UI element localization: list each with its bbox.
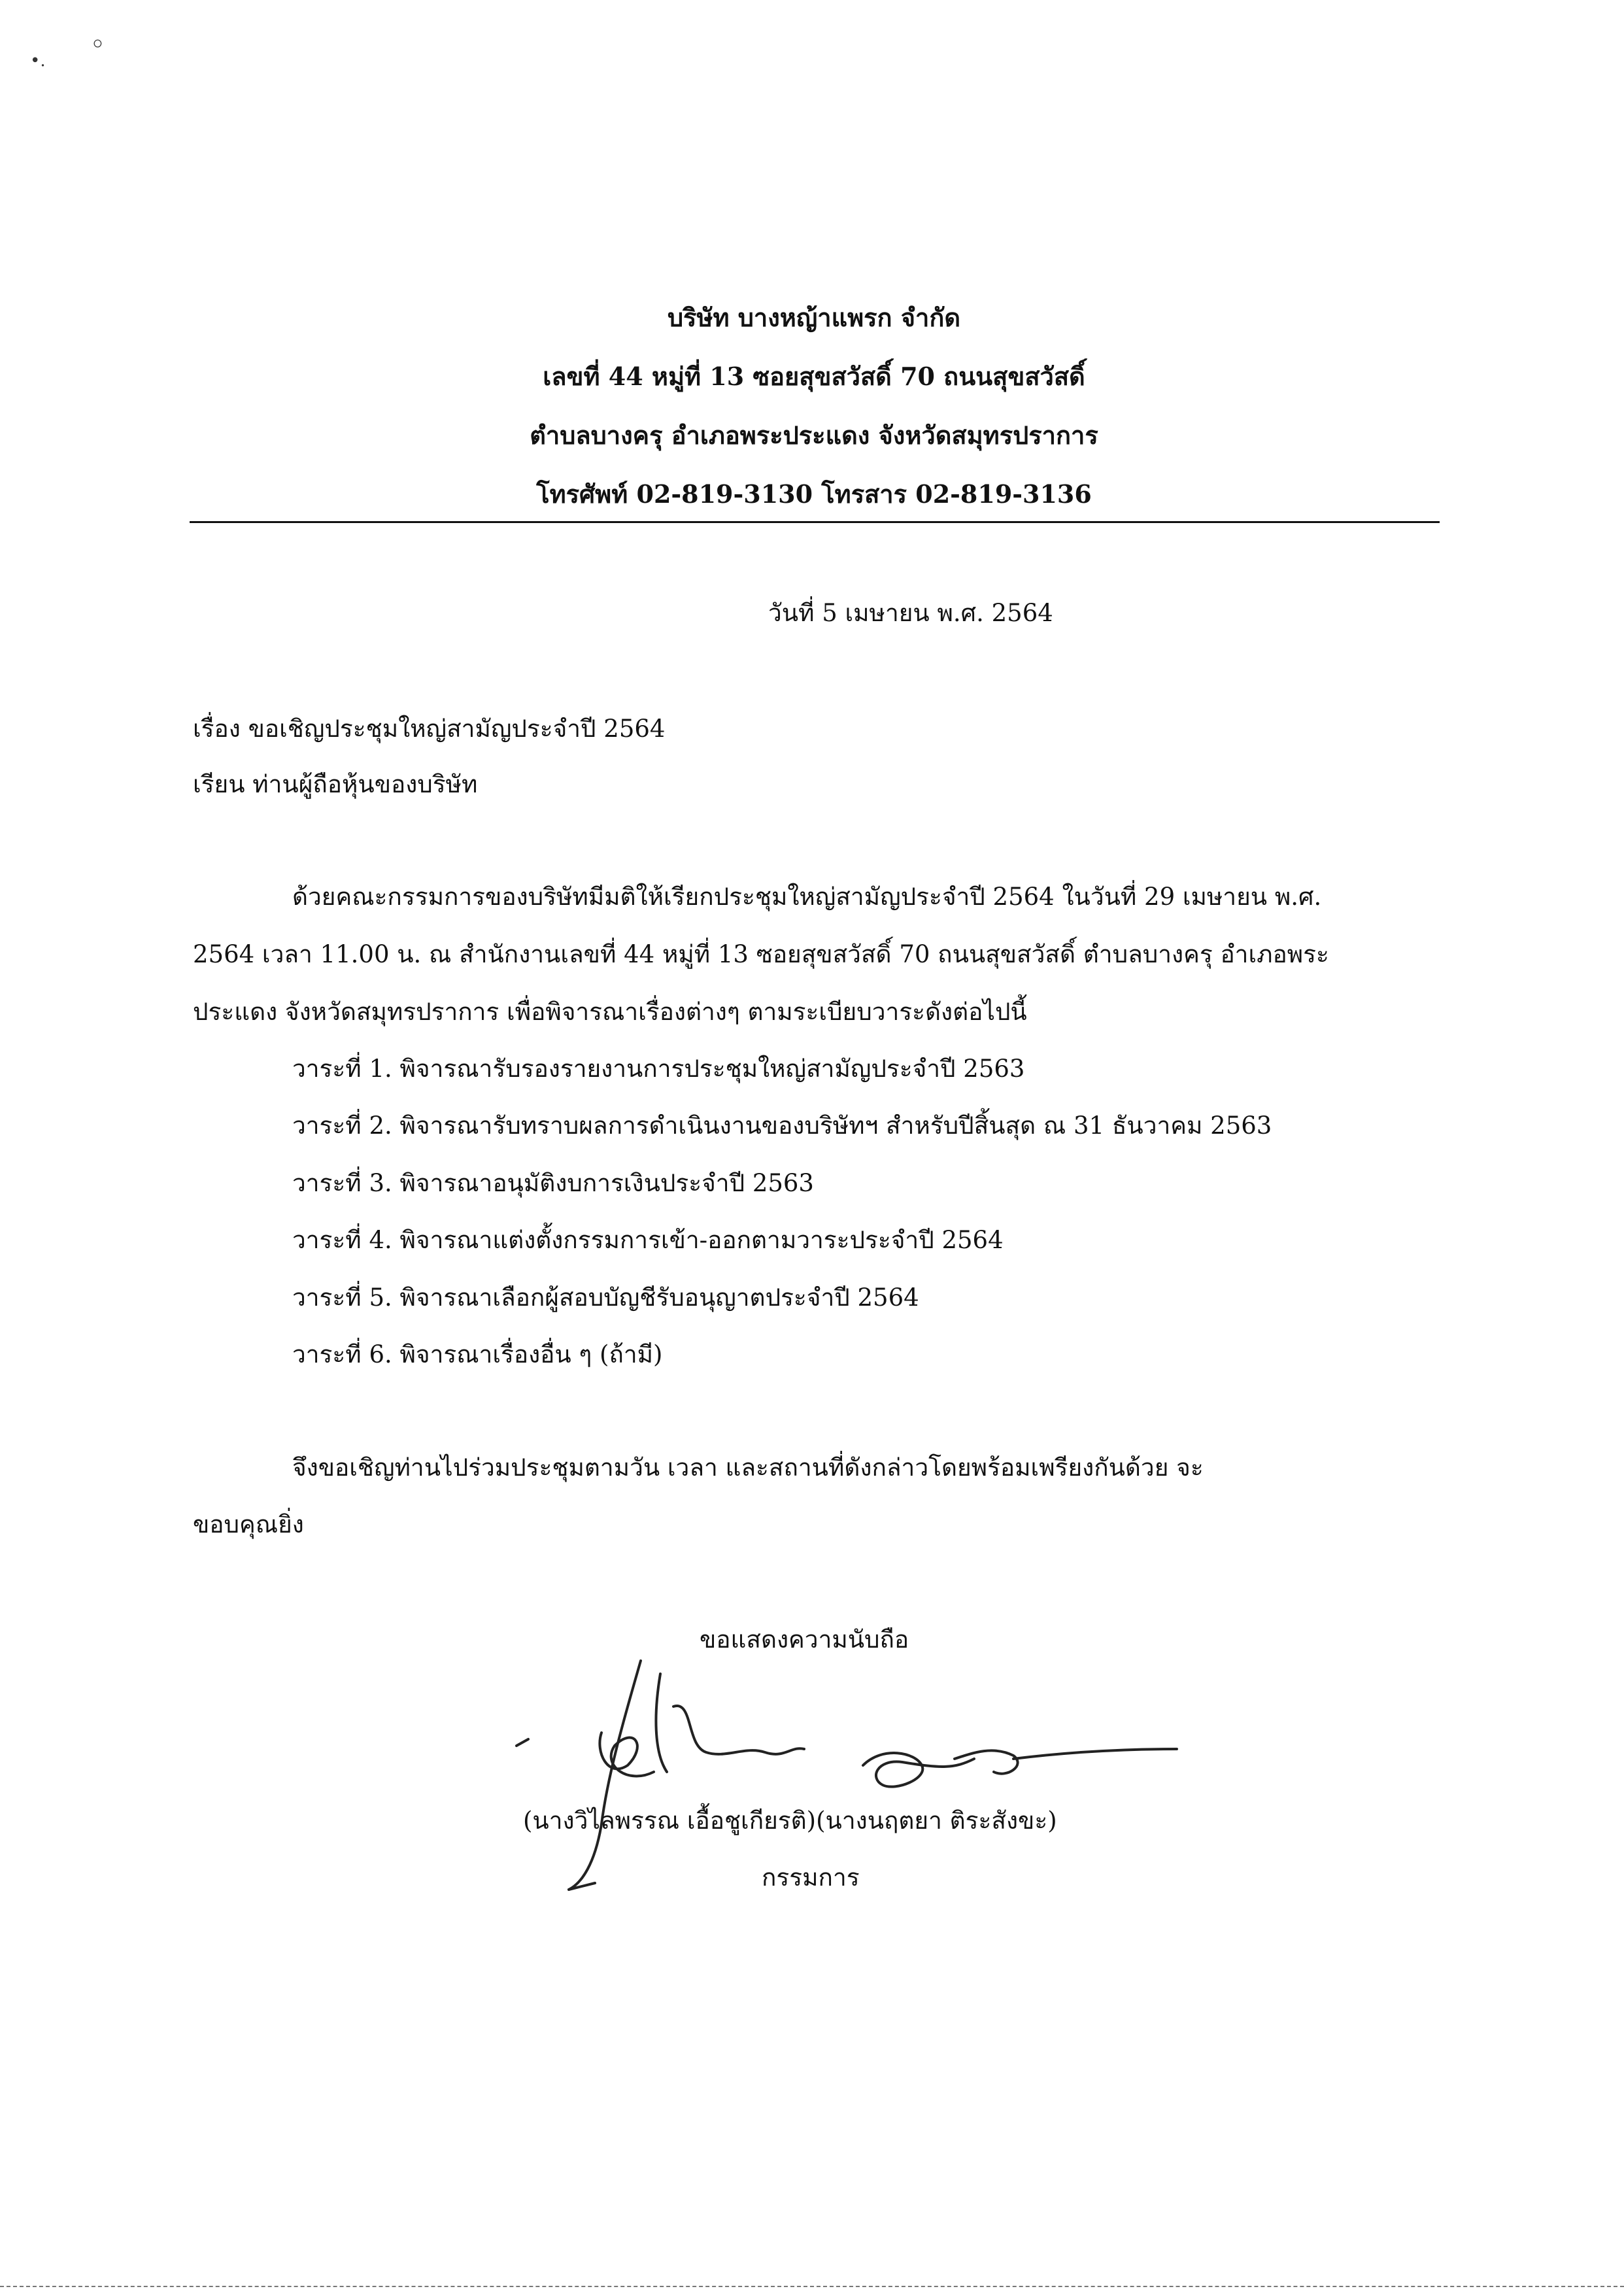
agenda-item: วาระที่ 1. พิจารณารับรองรายงานการประชุมใหญ่สามัญประจำปี 2563 (292, 1055, 1025, 1083)
scan-speck: ဝ (93, 32, 103, 52)
closing-line: ขอบคุณยิ่ง (193, 1510, 304, 1538)
signatory-names: (นางวิไลพรรณ เอื้อชูเกียรติ)(นางนฤตยา ติระสังขะ) (523, 1807, 1057, 1835)
company-address-line-1: เลขที่ 44 หมู่ที่ 13 ซอยสุขสวัสดิ์ 70 ถนนสุขสวัสดิ์ (543, 362, 1085, 391)
body-paragraph-line: ประแดง จังหวัดสมุทรปราการ เพื่อพิจารณาเรื่องต่างๆ ตามระเบียบวาระดังต่อไปนี้ (193, 998, 1027, 1026)
company-contact: โทรศัพท์ 02-819-3130 โทรสาร 02-819-3136 (536, 479, 1092, 509)
scan-speck: •. (30, 51, 46, 71)
signatory-position: กรรมการ (762, 1863, 860, 1892)
company-name: บริษัท บางหญ้าแพรก จำกัด (667, 303, 961, 332)
company-address-line-2: ตำบลบางครุ อำเภอพระประแดง จังหวัดสมุทรปราการ (530, 420, 1098, 450)
body-paragraph-line: 2564 เวลา 11.00 น. ณ สำนักงานเลขที่ 44 หมู่ที่ 13 ซอยสุขสวัสดิ์ 70 ถนนสุขสวัสดิ์ ตำบลบางครุ อำเภอพระ (193, 940, 1329, 968)
letter-salutation: เรียน ท่านผู้ถือหุ้นของบริษัท (193, 770, 478, 798)
regards-line: ขอแสดงความนับถือ (700, 1625, 909, 1654)
agenda-item: วาระที่ 4. พิจารณาแต่งตั้งกรรมการเข้า-ออกตามวาระประจำปี 2564 (292, 1226, 1004, 1254)
agenda-item: วาระที่ 5. พิจารณาเลือกผู้สอบบัญชีรับอนุญาตประจำปี 2564 (292, 1283, 919, 1312)
agenda-item: วาระที่ 6. พิจารณาเรื่องอื่น ๆ (ถ้ามี) (292, 1340, 663, 1368)
body-paragraph-line: ด้วยคณะกรรมการของบริษัทมีมติให้เรียกประชุมใหญ่สามัญประจำปี 2564 ในวันที่ 29 เมษายน พ.ศ. (292, 883, 1322, 911)
agenda-item: วาระที่ 3. พิจารณาอนุมัติงบการเงินประจำปี 2563 (292, 1169, 814, 1197)
closing-line: จึงขอเชิญท่านไปร่วมประชุมตามวัน เวลา และสถานที่ดังกล่าวโดยพร้อมเพรียงกันด้วย จะ (292, 1453, 1204, 1482)
agenda-item: วาระที่ 2. พิจารณารับทราบผลการดำเนินงานของบริษัทฯ สำหรับปีสิ้นสุด ณ 31 ธันวาคม 2563 (292, 1112, 1272, 1140)
letter-subject: เรื่อง ขอเชิญประชุมใหญ่สามัญประจำปี 2564 (193, 715, 666, 743)
scan-bottom-edge (0, 2286, 1624, 2287)
letterhead-divider (190, 521, 1440, 523)
letter-date: วันที่ 5 เมษายน พ.ศ. 2564 (768, 599, 1053, 627)
